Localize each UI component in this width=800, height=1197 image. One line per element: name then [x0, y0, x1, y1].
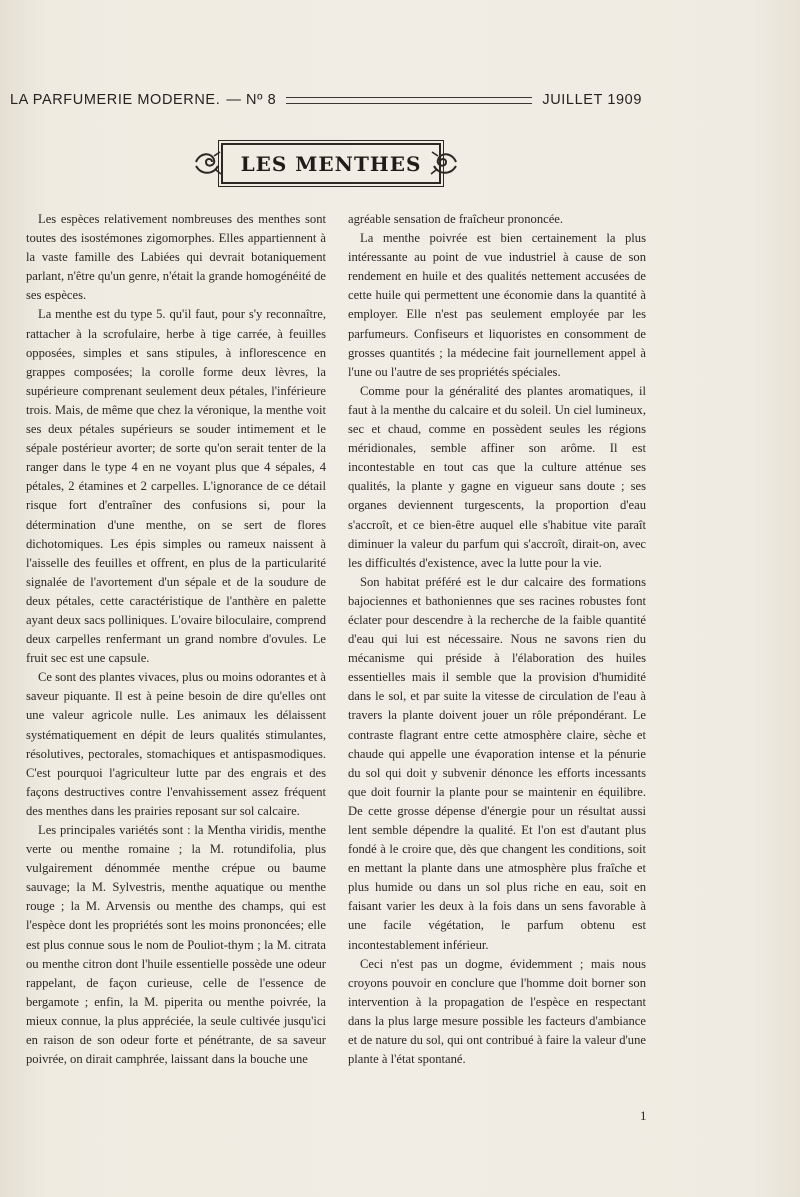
right-column — [348, 210, 646, 1069]
paragraph: Ceci n'est pas un dogme, évidemment ; mais nous croyons pouvoir en conclure que l'homme doit borner son intervention à la propagation de l'espèce en respectant dans la plus large mesure possible les facteurs d'ambiance et de nature du sol, qui ont contribué à faire la valeur d'une plante à l'état spontané. — [348, 956, 646, 1067]
running-header — [10, 90, 642, 110]
page-number: 1 — [640, 1108, 647, 1123]
article-title: LES MENTHES — [221, 143, 442, 184]
issue-date: JUILLET 1909 — [542, 92, 642, 108]
journal-name: LA PARFUMERIE MODERNE. — [10, 92, 221, 108]
paragraph: agréable sensation de fraîcheur prononcée. — [348, 212, 564, 226]
paragraph: Les principales variétés sont : la Mentha viridis, menthe verte ou menthe romaine ; la M. rotundifolia, plus vulgairement dénommée menthe crépue ou baume sauvage; la M. Sylvestris, menthe aquatique ou menthe rouge ; la M. Arvensis ou menthe des champs, qui est l'espèce dont les propriétés sont les moins prononcées; elle est plus connue sous le nom de Pouliot-thym ; la M. citrata ou menthe citron dont l'huile essentielle possède une odeur rappelant, de façon curieuse, celle de l'essence de bergamote ; enfin, la M. piperita ou menthe poivrée, la mieux connue, la plus appréciée, la seule cultivée jusqu'ici en raison de son odeur forte et pénétrante, de sa saveur poivrée, on dirait camphrée, laissant dans la bouche une — [26, 823, 326, 1067]
paragraph: La menthe poivrée est bien certainement la plus intéressante au point de vue industriel à cause de son rendement en huile et des qualités nettement accusées de cette huile qui permettent une économie dans la quantité à employer. Elle n'est pas seulement employée par les parfumeurs. Confiseurs et liquoristes en consomment de grosses quantités ; la médecine fait journellement appel à l'une ou l'autre de ses propriétés spéciales. — [348, 231, 646, 379]
title-frame — [196, 138, 466, 188]
flourish-right-icon — [430, 148, 460, 178]
paragraph: Les espèces relativement nombreuses des menthes sont toutes des isostémones zigomorphes. Elles appartiennent à la vaste famille des Labiées qui devrait botaniquement parlant, n'être qu'un genre, n'était la grande homogénéité de ses espèces. — [26, 212, 326, 303]
issue-number: — Nº 8 — [226, 92, 277, 108]
paragraph: Son habitat préféré est le dur calcaire des formations bajociennes et bathoniennes que ses racines robustes font éclater pour descendre à la recherche de la faible quantité d'eau qui lui est nécessaire. Nous ne savons rien du mécanisme qui préside à l'élaboration des huiles essentielles mais il semble que la provision d'humidité dans le sol, et par suite la vitesse de circulation de l'eau à travers la plante doivent jouer un rôle prépondérant. Le contraste flagrant entre cette atmosphère claire, sèche et chaude qui appelle une évaporation intense et la pénurie du sol qui doit y subvenir dénonce les efforts incessants que doit fournir la plante pour se maintenir en équilibre. De cette grosse dépense d'énergie pour un résultat aussi lent semble dépendre la qualité. Et l'on est d'autant plus fondé à le croire que, dès que changent les conditions, soit en mettant la plante dans une atmosphère plus fraîche et plus humide ou dans un sol plus riche en eau, soit en faisant varier les deux à la fois dans un sens favorable à une facile végétation, le parfum obtenu est incontestablement inférieur. — [348, 574, 646, 952]
header-rule — [286, 97, 532, 104]
paragraph: Comme pour la généralité des plantes aromatiques, il faut à la menthe du calcaire et du soleil. Un ciel lumineux, sec et chaud, comme en possèdent seules les régions méridionales, semble affiner son arôme. Il est incontestable en tout cas que la culture atténue ses qualités, la plante y gagne en vigueur sans doute ; ses organes deviennent turgescents, la proportion d'eau s'accroît, et ce bien-être auquel elle s'habitue vite paraît diminuer la valeur du parfum qui s'accroît, dirait-on, avec les difficultés d'existence, avec la lutte pour la vie. — [348, 383, 646, 570]
left-column — [26, 210, 326, 1069]
paragraph: La menthe est du type 5. qu'il faut, pour s'y reconnaître, rattacher à la scrofulaire, herbe à tige carrée, à feuilles opposées, simples et sans stipules, à inflorescence en grappes composées; la corolle forme deux lèvres, la supérieure comprenant seulement deux pétales, l'inférieure trois. Mais, de même que chez la véronique, la menthe voit ses deux pétales supérieurs se souder intimement et le sépale postérieur avorter; de sorte qu'on serait tenter de la ranger dans le type 4 en ne voyant plus que 4 sépales, 4 pétales, 2 étamines et 2 carpelles. L'ignorance de ce détail risque fort d'entraîner des confusions si, pour la détermination d'une menthe, on se sert de flores dichotomiques. Les épis simples ou rameux naissent à l'aisselle des feuilles et offrent, en plus de la particularité signalée de l'avortement d'un sépale et de la soudure de deux pétales, cette caractéristique de l'anthère en palette ayant deux sacs polliniques. L'ovaire biloculaire, comprend deux carpelles renfermant un grand nombre d'ovules. Le fruit sec est une capsule. — [26, 307, 326, 666]
paragraph: Ce sont des plantes vivaces, plus ou moins odorantes et à saveur piquante. Il est à peine besoin de dire qu'elles ont une valeur agricole nulle. Les animaux les délaissent systématiquement en dépit de leurs qualités stimulantes, résolutives, pectorales, stomachiques et antispasmodiques. C'est pourquoi l'agriculteur lutte par des engrais et des façons destructives contre l'envahissement assez fréquent des menthes dans les prairies reposant sur sol calcaire. — [26, 670, 326, 818]
